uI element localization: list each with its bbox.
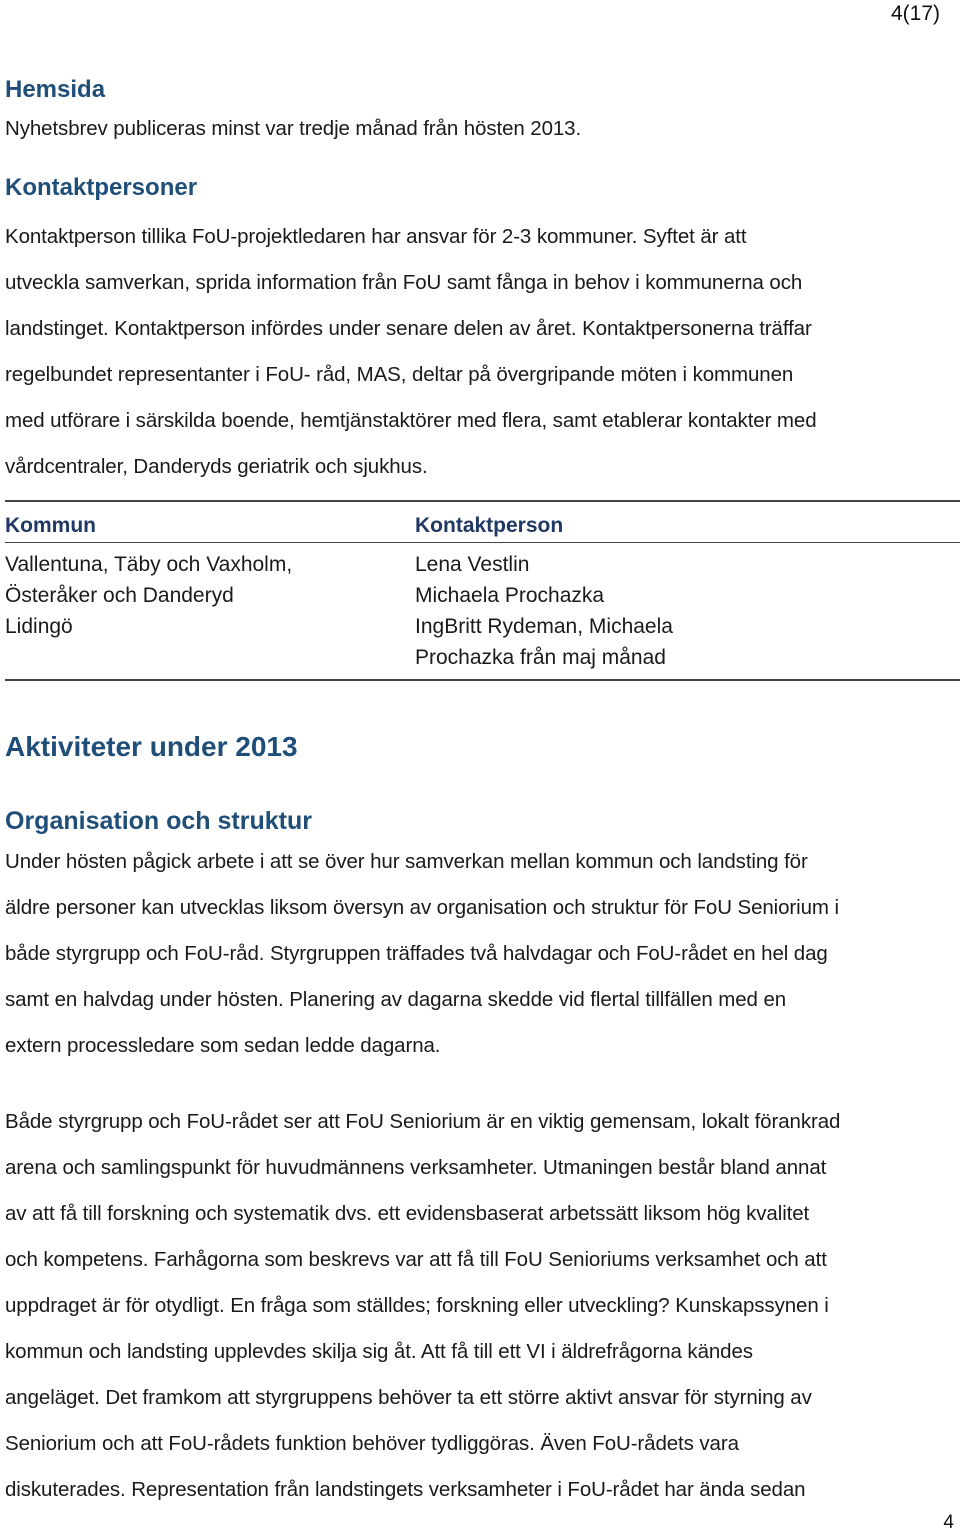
paragraph-line: angeläget. Det framkom att styrgruppens behöver ta ett större aktivt ansvar för styrning av (5, 1386, 812, 1409)
kontaktperson-cell (415, 543, 960, 681)
table-header-row (5, 501, 960, 543)
page-indicator: 4(17) (890, 2, 940, 25)
paragraph-line: regelbundet representanter i FoU- råd, MAS, deltar på övergripande möten i kommunen (5, 363, 794, 386)
kommun-line: Lidingö (5, 615, 73, 638)
heading-kontaktpersoner: Kontaktpersoner (5, 174, 198, 201)
paragraph-line: av att få till forskning och systematik dvs. ett evidensbaserat arbetssätt liksom hög kvalitet (5, 1202, 810, 1225)
heading-hemsida: Hemsida (5, 76, 106, 103)
document-body (5, 70, 955, 1513)
kontaktperson-line: IngBritt Rydeman, Michaela (415, 615, 673, 638)
kontaktperson-line: Lena Vestlin (415, 553, 530, 576)
kontaktperson-line: Michaela Prochazka (415, 584, 605, 607)
paragraph-line: utveckla samverkan, sprida information från FoU samt fånga in behov i kommunerna och (5, 271, 803, 294)
kommun-line: Vallentuna, Täby och Vaxholm, (5, 553, 293, 576)
paragraph-line: vårdcentraler, Danderyds geriatrik och sjukhus. (5, 455, 428, 478)
paragraph-line: med utförare i särskilda boende, hemtjänstaktörer med flera, samt etablerar kontakter med (5, 409, 817, 432)
paragraph-line: kommun och landsting upplevdes skilja sig åt. Att få till ett VI i äldrefrågorna kändes (5, 1340, 753, 1363)
paragraph-line: arena och samlingspunkt för huvudmännens verksamheter. Utmaningen består bland annat (5, 1156, 827, 1179)
contact-table (5, 500, 960, 681)
paragraph-line: samt en halvdag under hösten. Planering av dagarna skedde vid flertal tillfällen med en (5, 988, 787, 1011)
paragraph-line: Under hösten pågick arbete i att se över hur samverkan mellan kommun och landsting för (5, 850, 808, 873)
heading-aktiviteter: Aktiviteter under 2013 (5, 731, 298, 762)
organisation-paragraph-2 (5, 1099, 955, 1513)
paragraph-line: uppdraget är för otydligt. En fråga som ställdes; forskning eller utveckling? Kunskapssynen i (5, 1294, 829, 1317)
heading-organisation: Organisation och struktur (5, 807, 312, 835)
organisation-paragraph-1 (5, 839, 955, 1069)
table-row (5, 543, 960, 681)
paragraph-spacer (5, 1069, 955, 1099)
paragraph-line: Kontaktperson tillika FoU-projektledaren har ansvar för 2-3 kommuner. Syftet är att (5, 225, 747, 248)
paragraph-line: och kompetens. Farhågorna som beskrevs var att få till FoU Senioriums verksamhet och att (5, 1248, 827, 1271)
hemsida-text: Nyhetsbrev publiceras minst var tredje månad från hösten 2013. (5, 117, 582, 140)
footer-page-number: 4 (943, 1512, 954, 1533)
paragraph-line: diskuterades. Representation från landstingets verksamheter i FoU-rådet har ända sedan (5, 1478, 806, 1501)
kontaktpersoner-paragraph (5, 214, 955, 490)
paragraph-line: landstinget. Kontaktperson infördes under senare delen av året. Kontaktpersonerna träffar (5, 317, 812, 340)
paragraph-line: både styrgrupp och FoU-råd. Styrgruppen träffades två halvdagar och FoU-rådet en hel dag (5, 942, 828, 965)
kommun-cell (5, 543, 415, 681)
paragraph-line: Seniorium och att FoU-rådets funktion behöver tydliggöras. Även FoU-rådets vara (5, 1432, 739, 1455)
paragraph-line: äldre personer kan utvecklas liksom översyn av organisation och struktur för FoU Seniorium i (5, 896, 839, 919)
paragraph-line: Både styrgrupp och FoU-rådet ser att FoU Seniorium är en viktig gemensam, lokalt förankrad (5, 1110, 841, 1133)
paragraph-line: extern processledare som sedan ledde dagarna. (5, 1034, 441, 1057)
column-header-kommun: Kommun (5, 501, 415, 543)
column-header-kontaktperson: Kontaktperson (415, 501, 960, 543)
kommun-line: Österåker och Danderyd (5, 584, 234, 607)
kontaktperson-line: Prochazka från maj månad (415, 646, 666, 669)
